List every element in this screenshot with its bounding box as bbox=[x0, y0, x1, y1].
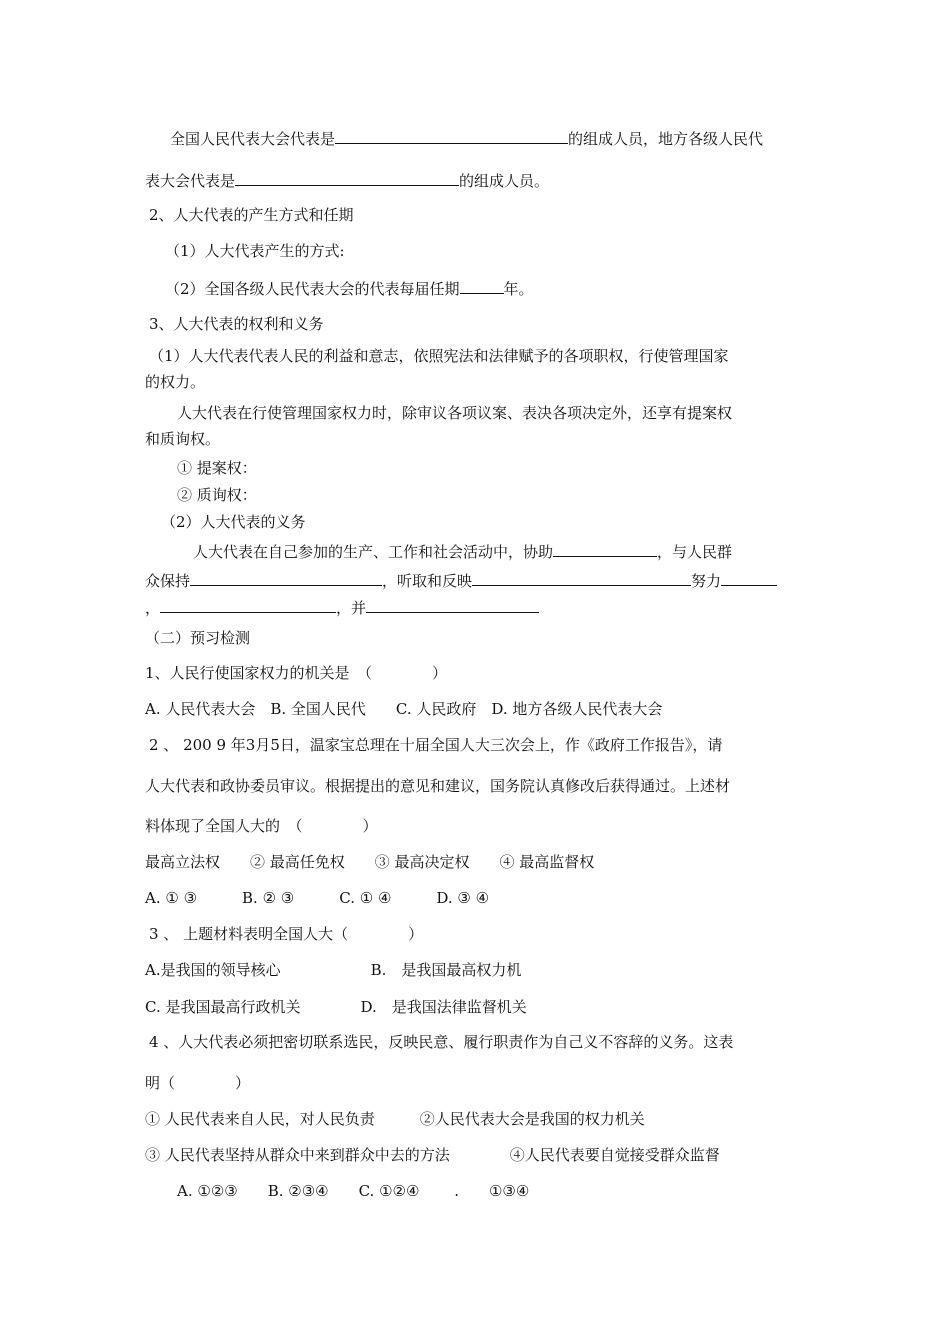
question-statements: ③ 人民代表坚持从群众中来到群众中去的方法 ④人民代表要自觉接受群众监督 bbox=[145, 1146, 720, 1164]
question: 4 、人大代表必须把密切联系选民，反映民意、履行职责作为自己义不容辞的义务。这表 bbox=[149, 1033, 734, 1051]
section-heading: （二）预习检测 bbox=[145, 629, 251, 647]
question-statements: 最高立法权 ② 最高任免权 ③ 最高决定权 ④ 最高监督权 bbox=[145, 853, 595, 871]
text-line: 众保持 ，听取和反映 努力 bbox=[145, 570, 777, 591]
text-line: 全国人民代表大会代表是 的组成人员，地方各级人民代 bbox=[170, 130, 764, 148]
question-options: A. 人民代表大会 B. 全国人民代 C. 人民政府 D. 地方各级人民代表大会 bbox=[145, 700, 663, 718]
section-heading: 2、人大代表的产生方式和任期 bbox=[149, 206, 354, 224]
question: 1、人民行使国家权力的机关是 （ ） bbox=[145, 664, 448, 682]
text-line: 表大会代表是 的组成人员。 bbox=[145, 172, 550, 190]
text-line: 和质询权。 bbox=[145, 430, 221, 448]
text-line: ， ，并 bbox=[145, 597, 539, 618]
text-line: 的权力。 bbox=[145, 373, 206, 391]
fill-blank[interactable] bbox=[553, 541, 657, 557]
question-options: C. 是我国最高行政机关 D. 是我国法律监督机关 bbox=[145, 998, 527, 1016]
fill-blank[interactable] bbox=[235, 170, 459, 186]
question: 明（ ） bbox=[145, 1074, 251, 1092]
section-heading: 3、人大代表的权利和义务 bbox=[149, 315, 324, 333]
text-line: （1）人大代表代表人民的利益和意志，依照宪法和法律赋予的各项职权，行使管理国家 bbox=[149, 347, 729, 365]
fill-blank[interactable] bbox=[366, 597, 539, 613]
fill-blank[interactable] bbox=[160, 597, 336, 613]
text-line: 人大代表在自己参加的生产、工作和社会活动中，协助 ，与人民群 bbox=[193, 543, 733, 561]
text-line: 人大代表在行使管理国家权力时，除审议各项议案、表决各项决定外，还享有提案权 bbox=[177, 404, 733, 422]
question: 人大代表和政协委员审议。根据提出的意见和建议，国务院认真修改后获得通过。上述材 bbox=[145, 777, 731, 795]
text-line: （2）全国各级人民代表大会的代表每届任期 年。 bbox=[165, 280, 534, 298]
fill-blank[interactable] bbox=[190, 570, 382, 586]
text-line: （2）人大代表的义务 bbox=[161, 513, 306, 531]
list-item: ① 提案权： bbox=[177, 459, 257, 477]
question-options: A. ① ③ B. ② ③ C. ① ④ D. ③ ④ bbox=[145, 889, 490, 907]
question-options: A.是我国的领导核心 B. 是我国最高权力机 bbox=[145, 961, 522, 979]
question: 2 、 200 9 年3月5日，温家宝总理在十届全国人大三次会上，作《政府工作报告》，请 bbox=[149, 736, 723, 754]
question-options: A. ①②③ B. ②③④ C. ①②④ . ①③④ bbox=[177, 1182, 530, 1200]
fill-blank[interactable] bbox=[335, 128, 568, 144]
question-statements: ① 人民代表来自人民，对人民负责 ②人民代表大会是我国的权力机关 bbox=[145, 1110, 645, 1128]
question: 料体现了全国人大的 （ ） bbox=[145, 817, 378, 835]
question: 3 、 上题材料表明全国人大（ ） bbox=[149, 925, 424, 943]
list-item: ② 质询权： bbox=[177, 486, 257, 504]
fill-blank[interactable] bbox=[721, 570, 777, 586]
text-line: （1）人大代表产生的方式: bbox=[165, 242, 345, 260]
fill-blank[interactable] bbox=[472, 570, 691, 586]
fill-blank[interactable] bbox=[460, 278, 504, 294]
